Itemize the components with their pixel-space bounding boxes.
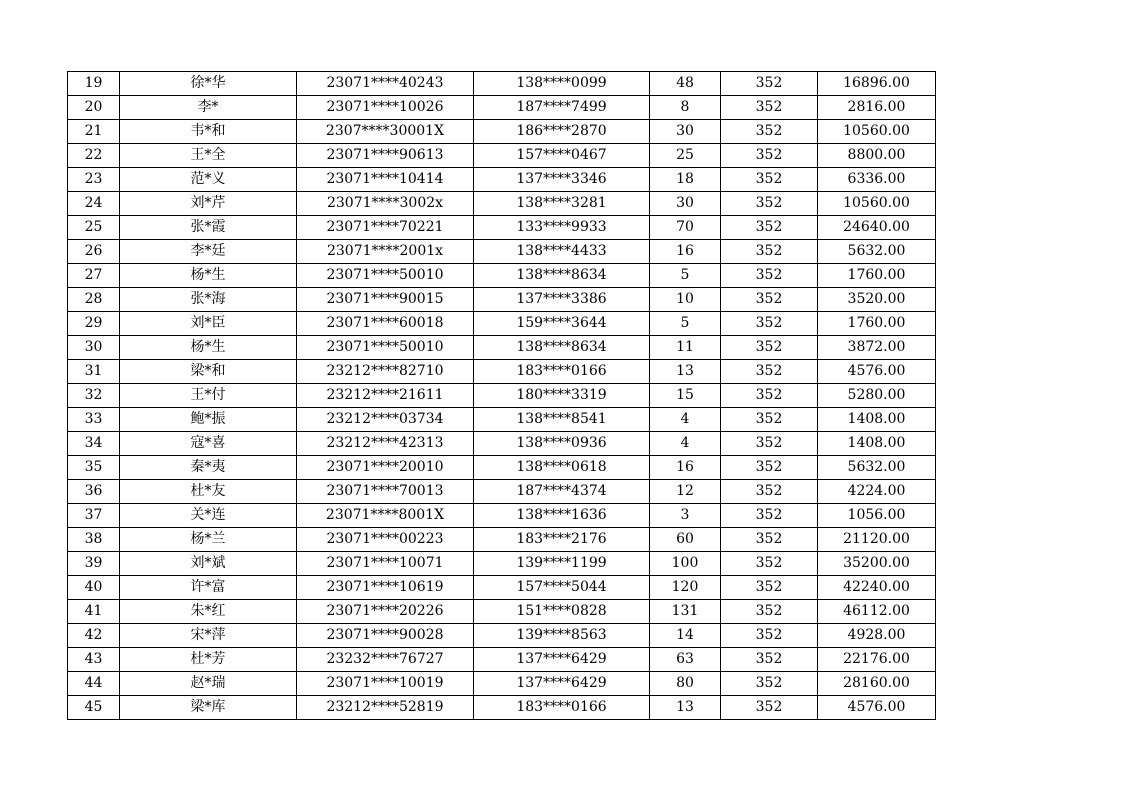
amount-cell: 1760.00 — [818, 264, 936, 288]
unit-price-cell: 352 — [721, 288, 818, 312]
table-row — [68, 528, 936, 552]
id-number-cell: 23212****03734 — [297, 408, 474, 432]
table-row — [68, 696, 936, 720]
id-number-cell: 23071****00223 — [297, 528, 474, 552]
phone-cell: 180****3319 — [474, 384, 650, 408]
amount-cell: 4576.00 — [818, 360, 936, 384]
id-number-cell: 23071****10026 — [297, 96, 474, 120]
name-cell: 李* — [120, 96, 297, 120]
name-cell: 梁*库 — [120, 696, 297, 720]
table-row — [68, 264, 936, 288]
id-number-cell: 23212****82710 — [297, 360, 474, 384]
quantity-cell: 18 — [650, 168, 721, 192]
table-row — [68, 504, 936, 528]
id-number-cell: 23071****2001x — [297, 240, 474, 264]
row-number-cell: 27 — [68, 264, 120, 288]
quantity-cell: 4 — [650, 432, 721, 456]
amount-cell: 10560.00 — [818, 120, 936, 144]
row-number-cell: 31 — [68, 360, 120, 384]
phone-cell: 137****6429 — [474, 648, 650, 672]
table-row — [68, 432, 936, 456]
amount-cell: 28160.00 — [818, 672, 936, 696]
row-number-cell: 30 — [68, 336, 120, 360]
unit-price-cell: 352 — [721, 648, 818, 672]
amount-cell: 4576.00 — [818, 696, 936, 720]
unit-price-cell: 352 — [721, 216, 818, 240]
quantity-cell: 100 — [650, 552, 721, 576]
unit-price-cell: 352 — [721, 528, 818, 552]
name-cell: 鲍*振 — [120, 408, 297, 432]
table-row — [68, 288, 936, 312]
quantity-cell: 11 — [650, 336, 721, 360]
phone-cell: 138****0099 — [474, 72, 650, 96]
id-number-cell: 23071****40243 — [297, 72, 474, 96]
unit-price-cell: 352 — [721, 264, 818, 288]
row-number-cell: 32 — [68, 384, 120, 408]
quantity-cell: 15 — [650, 384, 721, 408]
amount-cell: 3872.00 — [818, 336, 936, 360]
row-number-cell: 41 — [68, 600, 120, 624]
row-number-cell: 20 — [68, 96, 120, 120]
row-number-cell: 34 — [68, 432, 120, 456]
phone-cell: 133****9933 — [474, 216, 650, 240]
quantity-cell: 30 — [650, 120, 721, 144]
unit-price-cell: 352 — [721, 192, 818, 216]
row-number-cell: 45 — [68, 696, 120, 720]
table-row — [68, 192, 936, 216]
quantity-cell: 13 — [650, 360, 721, 384]
table-row — [68, 456, 936, 480]
table-row — [68, 624, 936, 648]
id-number-cell: 23071****20226 — [297, 600, 474, 624]
amount-cell: 16896.00 — [818, 72, 936, 96]
table-row — [68, 216, 936, 240]
row-number-cell: 36 — [68, 480, 120, 504]
amount-cell: 5280.00 — [818, 384, 936, 408]
table-row — [68, 168, 936, 192]
name-cell: 杜*芳 — [120, 648, 297, 672]
amount-cell: 5632.00 — [818, 240, 936, 264]
name-cell: 杨*兰 — [120, 528, 297, 552]
quantity-cell: 12 — [650, 480, 721, 504]
phone-cell: 186****2870 — [474, 120, 650, 144]
id-number-cell: 23071****10414 — [297, 168, 474, 192]
id-number-cell: 23071****10619 — [297, 576, 474, 600]
phone-cell: 138****3281 — [474, 192, 650, 216]
unit-price-cell: 352 — [721, 576, 818, 600]
phone-cell: 183****2176 — [474, 528, 650, 552]
quantity-cell: 30 — [650, 192, 721, 216]
unit-price-cell: 352 — [721, 312, 818, 336]
phone-cell: 139****1199 — [474, 552, 650, 576]
phone-cell: 139****8563 — [474, 624, 650, 648]
amount-cell: 1760.00 — [818, 312, 936, 336]
quantity-cell: 4 — [650, 408, 721, 432]
id-number-cell: 23071****50010 — [297, 264, 474, 288]
table-row — [68, 120, 936, 144]
table-row — [68, 600, 936, 624]
row-number-cell: 37 — [68, 504, 120, 528]
unit-price-cell: 352 — [721, 120, 818, 144]
phone-cell: 151****0828 — [474, 600, 650, 624]
name-cell: 张*海 — [120, 288, 297, 312]
name-cell: 刘*斌 — [120, 552, 297, 576]
name-cell: 王*付 — [120, 384, 297, 408]
name-cell: 赵*瑞 — [120, 672, 297, 696]
quantity-cell: 5 — [650, 264, 721, 288]
amount-cell: 4928.00 — [818, 624, 936, 648]
unit-price-cell: 352 — [721, 552, 818, 576]
table-row — [68, 360, 936, 384]
quantity-cell: 13 — [650, 696, 721, 720]
amount-cell: 8800.00 — [818, 144, 936, 168]
quantity-cell: 70 — [650, 216, 721, 240]
unit-price-cell: 352 — [721, 72, 818, 96]
name-cell: 寇*喜 — [120, 432, 297, 456]
unit-price-cell: 352 — [721, 384, 818, 408]
name-cell: 朱*红 — [120, 600, 297, 624]
name-cell: 宋*萍 — [120, 624, 297, 648]
id-number-cell: 23071****90613 — [297, 144, 474, 168]
phone-cell: 183****0166 — [474, 360, 650, 384]
phone-cell: 138****8634 — [474, 264, 650, 288]
row-number-cell: 26 — [68, 240, 120, 264]
unit-price-cell: 352 — [721, 600, 818, 624]
row-number-cell: 40 — [68, 576, 120, 600]
row-number-cell: 21 — [68, 120, 120, 144]
amount-cell: 46112.00 — [818, 600, 936, 624]
id-number-cell: 23212****21611 — [297, 384, 474, 408]
table-row — [68, 96, 936, 120]
row-number-cell: 29 — [68, 312, 120, 336]
id-number-cell: 23071****8001X — [297, 504, 474, 528]
amount-cell: 22176.00 — [818, 648, 936, 672]
quantity-cell: 60 — [650, 528, 721, 552]
unit-price-cell: 352 — [721, 240, 818, 264]
name-cell: 韦*和 — [120, 120, 297, 144]
row-number-cell: 38 — [68, 528, 120, 552]
quantity-cell: 5 — [650, 312, 721, 336]
row-number-cell: 22 — [68, 144, 120, 168]
unit-price-cell: 352 — [721, 360, 818, 384]
name-cell: 关*连 — [120, 504, 297, 528]
data-table — [67, 71, 936, 720]
id-number-cell: 23071****3002x — [297, 192, 474, 216]
id-number-cell: 23071****10019 — [297, 672, 474, 696]
quantity-cell: 16 — [650, 456, 721, 480]
amount-cell: 1408.00 — [818, 432, 936, 456]
amount-cell: 6336.00 — [818, 168, 936, 192]
id-number-cell: 23071****90028 — [297, 624, 474, 648]
unit-price-cell: 352 — [721, 336, 818, 360]
table-row — [68, 144, 936, 168]
phone-cell: 138****4433 — [474, 240, 650, 264]
phone-cell: 187****4374 — [474, 480, 650, 504]
quantity-cell: 16 — [650, 240, 721, 264]
quantity-cell: 48 — [650, 72, 721, 96]
quantity-cell: 10 — [650, 288, 721, 312]
unit-price-cell: 352 — [721, 408, 818, 432]
phone-cell: 157****5044 — [474, 576, 650, 600]
row-number-cell: 44 — [68, 672, 120, 696]
quantity-cell: 120 — [650, 576, 721, 600]
amount-cell: 1408.00 — [818, 408, 936, 432]
amount-cell: 3520.00 — [818, 288, 936, 312]
id-number-cell: 23071****70013 — [297, 480, 474, 504]
unit-price-cell: 352 — [721, 168, 818, 192]
quantity-cell: 3 — [650, 504, 721, 528]
table-row — [68, 240, 936, 264]
amount-cell: 5632.00 — [818, 456, 936, 480]
table-row — [68, 312, 936, 336]
table-row — [68, 336, 936, 360]
name-cell: 王*全 — [120, 144, 297, 168]
id-number-cell: 23212****52819 — [297, 696, 474, 720]
table-row — [68, 384, 936, 408]
table-row — [68, 480, 936, 504]
id-number-cell: 23071****20010 — [297, 456, 474, 480]
row-number-cell: 24 — [68, 192, 120, 216]
amount-cell: 2816.00 — [818, 96, 936, 120]
phone-cell: 138****8634 — [474, 336, 650, 360]
row-number-cell: 35 — [68, 456, 120, 480]
unit-price-cell: 352 — [721, 456, 818, 480]
id-number-cell: 23071****90015 — [297, 288, 474, 312]
id-number-cell: 23232****76727 — [297, 648, 474, 672]
table-row — [68, 672, 936, 696]
id-number-cell: 23212****42313 — [297, 432, 474, 456]
quantity-cell: 80 — [650, 672, 721, 696]
amount-cell: 21120.00 — [818, 528, 936, 552]
row-number-cell: 23 — [68, 168, 120, 192]
name-cell: 范*义 — [120, 168, 297, 192]
table-body — [68, 72, 936, 720]
table-row — [68, 72, 936, 96]
phone-cell: 137****3386 — [474, 288, 650, 312]
phone-cell: 157****0467 — [474, 144, 650, 168]
name-cell: 张*霞 — [120, 216, 297, 240]
unit-price-cell: 352 — [721, 144, 818, 168]
quantity-cell: 25 — [650, 144, 721, 168]
id-number-cell: 23071****70221 — [297, 216, 474, 240]
table-row — [68, 408, 936, 432]
unit-price-cell: 352 — [721, 504, 818, 528]
amount-cell: 1056.00 — [818, 504, 936, 528]
quantity-cell: 8 — [650, 96, 721, 120]
row-number-cell: 19 — [68, 72, 120, 96]
amount-cell: 42240.00 — [818, 576, 936, 600]
phone-cell: 138****8541 — [474, 408, 650, 432]
amount-cell: 24640.00 — [818, 216, 936, 240]
table-row — [68, 648, 936, 672]
name-cell: 刘*臣 — [120, 312, 297, 336]
phone-cell: 138****0936 — [474, 432, 650, 456]
row-number-cell: 28 — [68, 288, 120, 312]
quantity-cell: 131 — [650, 600, 721, 624]
amount-cell: 10560.00 — [818, 192, 936, 216]
name-cell: 杨*生 — [120, 264, 297, 288]
name-cell: 徐*华 — [120, 72, 297, 96]
unit-price-cell: 352 — [721, 432, 818, 456]
quantity-cell: 14 — [650, 624, 721, 648]
row-number-cell: 25 — [68, 216, 120, 240]
quantity-cell: 63 — [650, 648, 721, 672]
name-cell: 许*富 — [120, 576, 297, 600]
name-cell: 李*廷 — [120, 240, 297, 264]
unit-price-cell: 352 — [721, 696, 818, 720]
name-cell: 刘*芹 — [120, 192, 297, 216]
id-number-cell: 23071****60018 — [297, 312, 474, 336]
row-number-cell: 39 — [68, 552, 120, 576]
amount-cell: 4224.00 — [818, 480, 936, 504]
id-number-cell: 23071****10071 — [297, 552, 474, 576]
name-cell: 梁*和 — [120, 360, 297, 384]
amount-cell: 35200.00 — [818, 552, 936, 576]
name-cell: 杜*友 — [120, 480, 297, 504]
phone-cell: 159****3644 — [474, 312, 650, 336]
unit-price-cell: 352 — [721, 624, 818, 648]
id-number-cell: 23071****50010 — [297, 336, 474, 360]
phone-cell: 137****6429 — [474, 672, 650, 696]
table-row — [68, 552, 936, 576]
phone-cell: 187****7499 — [474, 96, 650, 120]
unit-price-cell: 352 — [721, 96, 818, 120]
unit-price-cell: 352 — [721, 672, 818, 696]
phone-cell: 137****3346 — [474, 168, 650, 192]
phone-cell: 138****0618 — [474, 456, 650, 480]
unit-price-cell: 352 — [721, 480, 818, 504]
name-cell: 杨*生 — [120, 336, 297, 360]
row-number-cell: 33 — [68, 408, 120, 432]
row-number-cell: 42 — [68, 624, 120, 648]
phone-cell: 138****1636 — [474, 504, 650, 528]
table-row — [68, 576, 936, 600]
name-cell: 秦*夷 — [120, 456, 297, 480]
phone-cell: 183****0166 — [474, 696, 650, 720]
id-number-cell: 2307****30001X — [297, 120, 474, 144]
row-number-cell: 43 — [68, 648, 120, 672]
